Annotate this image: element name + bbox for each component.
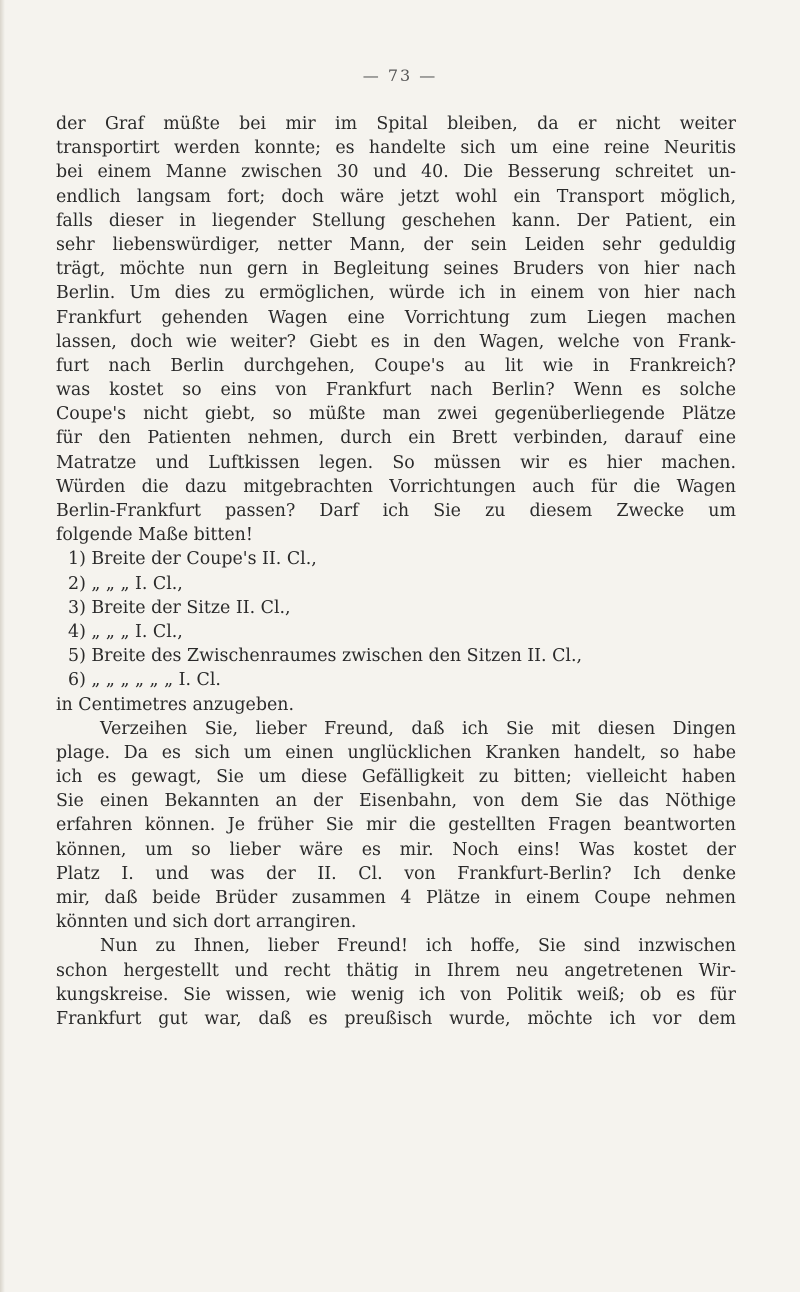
text-line: Sie einen Bekannten an der Eisenbahn, von dem Sie das Nöthige — [56, 791, 736, 812]
text-line: Würden die dazu mitgebrachten Vorrichtungen auch für die Wagen — [56, 476, 736, 497]
text-line: transportirt werden konnte; es handelte sich um eine reine Neuritis — [56, 138, 736, 159]
text-line: falls dieser in liegender Stellung geschehen kann. Der Patient, ein — [56, 210, 736, 231]
letter-body — [56, 112, 736, 1031]
list-item: 6) „ „ „ „ „ „ I. Cl. — [68, 670, 221, 691]
text-line: Berlin-Frankfurt passen? Darf ich Sie zu diesem Zwecke um — [56, 501, 736, 521]
text-line: plage. Da es sich um einen unglücklichen Kranken handelt, so habe — [56, 742, 736, 763]
text-line: der Graf müßte bei mir im Spital bleiben, da er nicht weiter — [56, 114, 736, 134]
text-line: furt nach Berlin durchgehen, Coupe's au lit wie in Frankreich? — [56, 355, 736, 376]
list-item: 2) „ „ „ I. Cl., — [68, 573, 183, 594]
text-line: Coupe's nicht giebt, so müßte man zwei gegenüberliegende Plätze — [56, 404, 736, 425]
text-line: Matratze und Luftkissen legen. So müssen wir es hier machen. — [56, 452, 736, 473]
text-line: könnten und sich dort arrangiren. — [56, 912, 357, 933]
text-line: was kostet so eins von Frankfurt nach Berlin? Wenn es solche — [56, 380, 736, 401]
text-line: für den Patienten nehmen, durch ein Brett verbinden, darauf eine — [56, 428, 736, 449]
text-line: mir, daß beide Brüder zusammen 4 Plätze in einem Coupe nehmen — [56, 888, 736, 908]
text-line: kungskreise. Sie wissen, wie wenig ich von Politik weiß; ob es für — [56, 984, 736, 1005]
text-line: Frankfurt gehenden Wagen eine Vorrichtung zum Liegen machen — [56, 307, 736, 328]
list-item: 3) Breite der Sitze II. Cl., — [68, 597, 291, 618]
text-line: endlich langsam fort; doch wäre jetzt wohl ein Transport möglich, — [56, 186, 736, 207]
text-line: trägt, möchte nun gern in Begleitung seines Bruders von hier nach — [56, 259, 736, 280]
text-line: in Centimetres anzugeben. — [56, 694, 294, 715]
text-line: erfahren können. Je früher Sie mir die gestellten Fragen beantworten — [56, 815, 736, 836]
text-line: folgende Maße bitten! — [56, 525, 253, 546]
text-line: schon hergestellt und recht thätig in Ihrem neu angetretenen Wir- — [56, 960, 736, 981]
text-line: bei einem Manne zwischen 30 und 40. Die Besserung schreitet un- — [56, 162, 736, 183]
page-number: — 73 — — [362, 66, 438, 85]
list-item: 4) „ „ „ I. Cl., — [68, 621, 183, 642]
list-item: 1) Breite der Coupe's II. Cl., — [68, 549, 317, 570]
page-edge-shadow — [0, 0, 5, 1292]
text-line: lassen, doch wie weiter? Giebt es in den Wagen, welche von Frank- — [56, 331, 736, 352]
text-line: ich es gewagt, Sie um diese Gefälligkeit zu bitten; vielleicht haben — [56, 767, 736, 788]
text-line: Frankfurt gut war, daß es preußisch wurde, möchte ich vor dem — [56, 1008, 736, 1029]
list-item: 5) Breite des Zwischenraumes zwischen den Sitzen II. Cl., — [68, 646, 583, 667]
text-line: Verzeihen Sie, lieber Freund, daß ich Sie mit diesen Dingen — [100, 718, 736, 739]
text-line: Berlin. Um dies zu ermöglichen, würde ich in einem von hier nach — [56, 283, 736, 304]
text-line: sehr liebenswürdiger, netter Mann, der sein Leiden sehr geduldig — [56, 234, 736, 255]
text-line: können, um so lieber wäre es mir. Noch eins! Was kostet der — [56, 839, 736, 860]
text-line: Platz I. und was der II. Cl. von Frankfurt-Berlin? Ich denke — [56, 863, 736, 884]
text-line: Nun zu Ihnen, lieber Freund! ich hoffe, Sie sind inzwischen — [100, 936, 736, 957]
